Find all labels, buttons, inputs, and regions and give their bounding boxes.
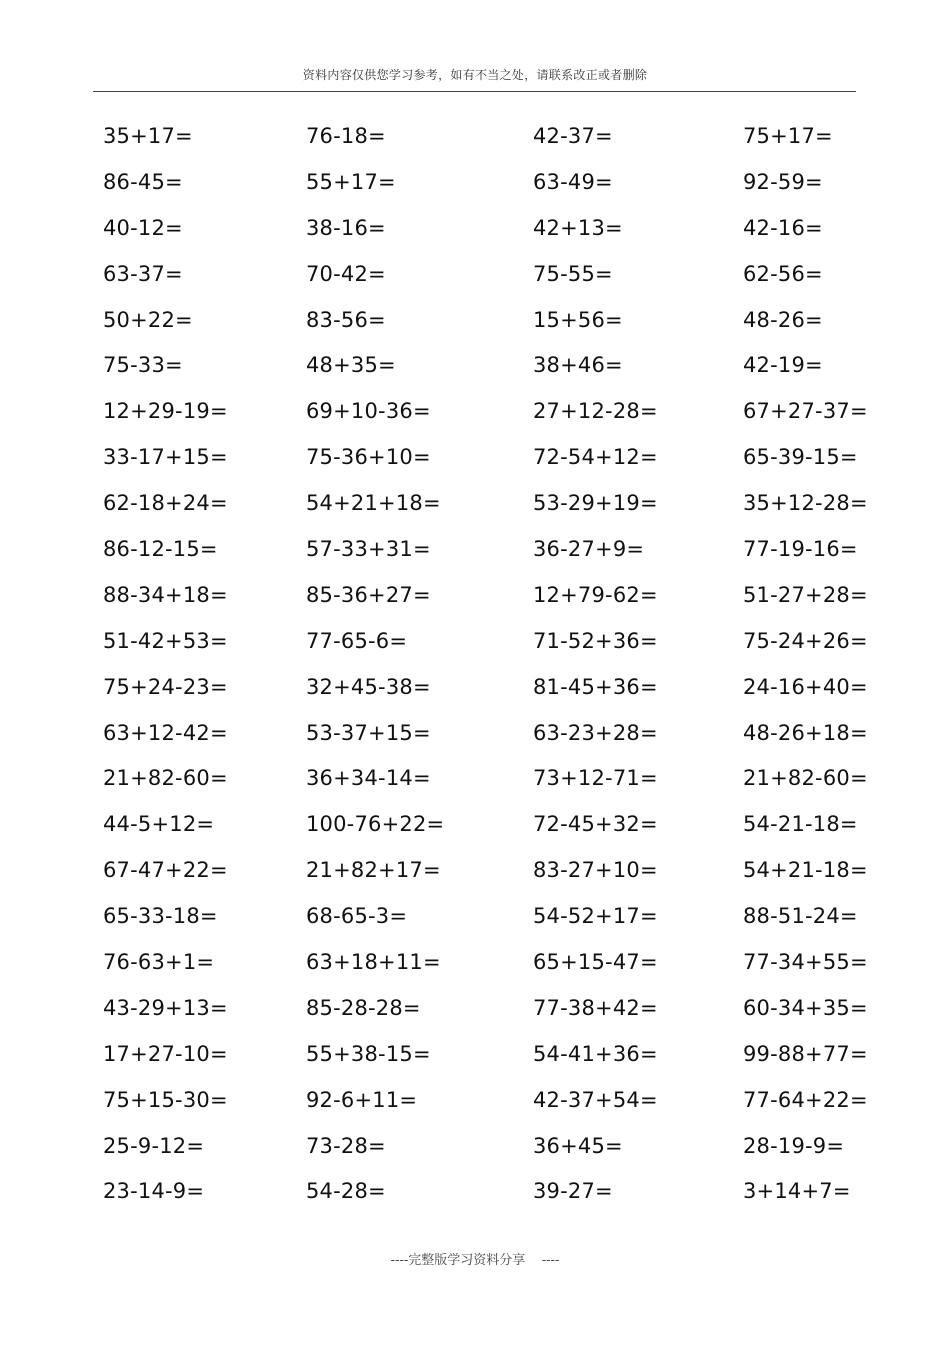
- problem-cell: 88-51-24=: [743, 904, 858, 929]
- worksheet-row: [103, 1123, 863, 1169]
- problem-cell: 36+45=: [533, 1133, 623, 1158]
- problem-cell: 50+22=: [103, 307, 193, 332]
- problem-cell: 21+82-60=: [103, 766, 228, 791]
- problem-cell: 15+56=: [533, 307, 623, 332]
- problem-cell: 63+12-42=: [103, 720, 228, 745]
- problem-cell: 38-16=: [306, 215, 386, 240]
- problem-cell: 54-28=: [306, 1179, 386, 1204]
- worksheet-row: [103, 893, 863, 939]
- worksheet-row: [103, 847, 868, 893]
- worksheet-row: [103, 985, 868, 1031]
- problem-cell: 51-42+53=: [103, 628, 228, 653]
- problem-cell: 65-33-18=: [103, 904, 218, 929]
- problem-cell: 53-29+19=: [533, 491, 658, 516]
- problem-cell: 55+38-15=: [306, 1041, 431, 1066]
- arithmetic-worksheet: [103, 113, 868, 1214]
- worksheet-row: [103, 755, 868, 801]
- problem-cell: 12+29-19=: [103, 399, 228, 424]
- worksheet-row: [103, 710, 868, 756]
- problem-cell: 63+18+11=: [306, 950, 441, 975]
- problem-cell: 86-12-15=: [103, 537, 218, 562]
- page-footer: ----完整版学习资料分享 ----: [390, 1253, 560, 1268]
- worksheet-row: [103, 664, 868, 710]
- problem-cell: 44-5+12=: [103, 812, 215, 837]
- problem-cell: 36+34-14=: [306, 766, 431, 791]
- problem-cell: 92-59=: [743, 169, 823, 194]
- problem-cell: 77-64+22=: [743, 1087, 868, 1112]
- problem-cell: 69+10-36=: [306, 399, 431, 424]
- problem-cell: 88-34+18=: [103, 582, 228, 607]
- problem-cell: 27+12-28=: [533, 399, 658, 424]
- problem-cell: 83-56=: [306, 307, 386, 332]
- problem-cell: 63-23+28=: [533, 720, 658, 745]
- problem-cell: 75-24+26=: [743, 628, 868, 653]
- problem-cell: 86-45=: [103, 169, 183, 194]
- problem-cell: 62-18+24=: [103, 491, 228, 516]
- problem-cell: 40-12=: [103, 215, 183, 240]
- problem-cell: 48+35=: [306, 353, 396, 378]
- worksheet-row: [103, 1168, 863, 1214]
- problem-cell: 35+12-28=: [743, 491, 868, 516]
- problem-cell: 48-26=: [743, 307, 823, 332]
- problem-cell: 65-39-15=: [743, 445, 858, 470]
- worksheet-row: [103, 1077, 868, 1123]
- problem-cell: 75+24-23=: [103, 674, 228, 699]
- problem-cell: 35+17=: [103, 124, 193, 148]
- worksheet-row: [103, 297, 863, 343]
- problem-cell: 65+15-47=: [533, 950, 658, 975]
- problem-cell: 70-42=: [306, 261, 386, 286]
- problem-cell: 77-34+55=: [743, 950, 868, 975]
- problem-cell: 73-28=: [306, 1133, 386, 1158]
- worksheet-row: [103, 342, 863, 388]
- problem-cell: 42-37=: [533, 124, 613, 148]
- problem-cell: 51-27+28=: [743, 582, 868, 607]
- problem-cell: 75-33=: [103, 353, 183, 378]
- problem-cell: 48-26+18=: [743, 720, 868, 745]
- problem-cell: 77-38+42=: [533, 995, 658, 1020]
- problem-cell: 63-49=: [533, 169, 613, 194]
- problem-cell: 53-37+15=: [306, 720, 431, 745]
- worksheet-row: [103, 205, 863, 251]
- problem-cell: 25-9-12=: [103, 1133, 205, 1158]
- worksheet-row: [103, 113, 863, 159]
- page-header-notice: 资料内容仅供您学习参考，如有不当之处，请联系改正或者删除: [302, 68, 648, 82]
- problem-cell: 67+27-37=: [743, 399, 868, 424]
- problem-cell: 68-65-3=: [306, 904, 408, 929]
- worksheet-row: [103, 618, 868, 664]
- problem-cell: 54-21-18=: [743, 812, 858, 837]
- problem-cell: 43-29+13=: [103, 995, 228, 1020]
- problem-cell: 77-19-16=: [743, 537, 858, 562]
- problem-cell: 76-63+1=: [103, 950, 215, 975]
- problem-cell: 72-45+32=: [533, 812, 658, 837]
- worksheet-row: [103, 526, 863, 572]
- problem-cell: 75-55=: [533, 261, 613, 286]
- problem-cell: 99-88+77=: [743, 1041, 868, 1066]
- problem-cell: 75+17=: [743, 124, 833, 148]
- problem-cell: 54+21-18=: [743, 858, 868, 883]
- problem-cell: 77-65-6=: [306, 628, 408, 653]
- problem-cell: 85-28-28=: [306, 995, 421, 1020]
- worksheet-row: [103, 939, 868, 985]
- worksheet-row: [103, 434, 863, 480]
- problem-cell: 92-6+11=: [306, 1087, 418, 1112]
- problem-cell: 54-41+36=: [533, 1041, 658, 1066]
- problem-cell: 21+82+17=: [306, 858, 441, 883]
- problem-cell: 73+12-71=: [533, 766, 658, 791]
- problem-cell: 54-52+17=: [533, 904, 658, 929]
- problem-cell: 21+82-60=: [743, 766, 868, 791]
- problem-cell: 42-37+54=: [533, 1087, 658, 1112]
- worksheet-row: [103, 159, 863, 205]
- problem-cell: 32+45-38=: [306, 674, 431, 699]
- problem-cell: 55+17=: [306, 169, 396, 194]
- header-divider: [93, 91, 856, 92]
- problem-cell: 63-37=: [103, 261, 183, 286]
- problem-cell: 36-27+9=: [533, 537, 645, 562]
- problem-cell: 75-36+10=: [306, 445, 431, 470]
- problem-cell: 33-17+15=: [103, 445, 228, 470]
- problem-cell: 54+21+18=: [306, 491, 441, 516]
- problem-cell: 60-34+35=: [743, 995, 868, 1020]
- problem-cell: 76-18=: [306, 124, 386, 148]
- problem-cell: 83-27+10=: [533, 858, 658, 883]
- problem-cell: 42-16=: [743, 215, 823, 240]
- problem-cell: 24-16+40=: [743, 674, 868, 699]
- problem-cell: 17+27-10=: [103, 1041, 228, 1066]
- problem-cell: 12+79-62=: [533, 582, 658, 607]
- problem-cell: 75+15-30=: [103, 1087, 228, 1112]
- problem-cell: 3+14+7=: [743, 1179, 851, 1204]
- problem-cell: 67-47+22=: [103, 858, 228, 883]
- worksheet-row: [103, 1031, 868, 1077]
- problem-cell: 81-45+36=: [533, 674, 658, 699]
- problem-cell: 62-56=: [743, 261, 823, 286]
- worksheet-row: [103, 572, 868, 618]
- problem-cell: 38+46=: [533, 353, 623, 378]
- problem-cell: 72-54+12=: [533, 445, 658, 470]
- problem-cell: 23-14-9=: [103, 1179, 205, 1204]
- problem-cell: 100-76+22=: [306, 812, 445, 837]
- worksheet-row: [103, 801, 863, 847]
- problem-cell: 28-19-9=: [743, 1133, 845, 1158]
- problem-cell: 71-52+36=: [533, 628, 658, 653]
- problem-cell: 42-19=: [743, 353, 823, 378]
- problem-cell: 57-33+31=: [306, 537, 431, 562]
- worksheet-row: [103, 480, 868, 526]
- problem-cell: 39-27=: [533, 1179, 613, 1204]
- problem-cell: 42+13=: [533, 215, 623, 240]
- worksheet-row: [103, 251, 863, 297]
- worksheet-row: [103, 388, 868, 434]
- problem-cell: 85-36+27=: [306, 582, 431, 607]
